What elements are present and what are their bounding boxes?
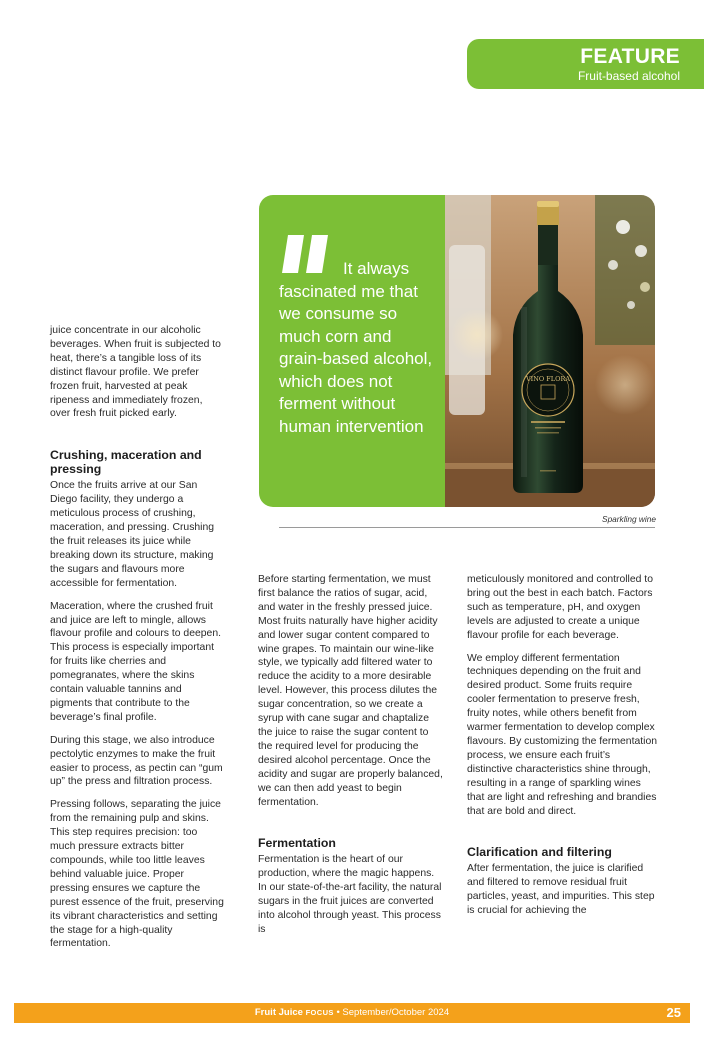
footer-separator: • [336, 1007, 340, 1018]
column-left [50, 324, 225, 960]
pull-quote-panel [259, 195, 445, 507]
paragraph: meticulously monitored and controlled to bring out the best in each batch. Factors such as temperature, pH, and oxygen levels are adjusted to create a unique flavour profile for each beverage. [467, 574, 653, 641]
paragraph: Pressing follows, separating the juice from the remaining pulp and skins. This step requires precision: too much pressure extracts bitter compounds, while too little leaves behind valuable juice. Proper pressing ensures we capture the purest essence of the fruit, preserving its vibrant characteristics and setting the stage for a high-quality fermentation. [50, 799, 224, 950]
column-middle [258, 573, 443, 946]
paragraph: Fermentation is the heart of our production, where the magic happens. In our state-of-the-art facility, the natural sugars in the fruit juices are converted into alcohol through yeast. This process is [258, 854, 442, 935]
page-number: 25 [666, 1005, 681, 1020]
paragraph: Maceration, where the crushed fruit and juice are left to mingle, allows flavour profile and colours to deepen. This process is especially important for fruits like cherries and pomegranates, where the skins contain valuable tannins and pigments that contribute to the beverage’s final profile. [50, 600, 221, 723]
paragraph: After fermentation, the juice is clarified and filtered to remove residual fruit particles, yeast, and impurities. This step is crucial for achieving the [467, 863, 655, 917]
paragraph: juice concentrate in our alcoholic beverages. When fruit is subjected to heat, there’s a tangible loss of its distinct flavour profile. We prefer frozen fruit, harvested at peak ripeness and immediately frozen, over fresh fruit picked early. [50, 325, 221, 420]
photo-caption: Sparkling wine [602, 514, 656, 524]
paragraph: During this stage, we also introduce pectolytic enzymes to make the fruit easier to process, as pectin can “gum up” the press and filtration process. [50, 734, 223, 788]
spacer [50, 430, 225, 448]
wine-bottle-photo [445, 195, 655, 507]
issue-date: September/October 2024 [342, 1007, 450, 1018]
feature-section-tab [467, 39, 704, 89]
spacer [258, 818, 443, 836]
heading-clarification: Clarification and filtering [467, 845, 612, 860]
caption-divider [279, 527, 655, 528]
paragraph: Once the fruits arrive at our San Diego facility, they undergo a meticulous process of crushing, maceration, and pressing. Crushing the fruit releases its juice while breaking down its structure, making the sugars and flavours more accessible for fermentation. [50, 480, 215, 589]
page-footer [14, 1003, 690, 1023]
spacer [467, 827, 657, 845]
heading-fermentation: Fermentation [258, 836, 336, 851]
magazine-brand: Fruit Juice [254, 1007, 303, 1018]
pull-quote-text [279, 258, 439, 438]
column-right [467, 573, 657, 927]
pull-quote-figure [259, 195, 655, 507]
bottle-illustration [445, 195, 655, 507]
section-title: FEATURE [580, 45, 680, 68]
pull-quote-rest: fascinated me that we consume so much corn and grain-based alcohol, which does not ferment without human intervention [279, 281, 433, 436]
pull-quote-first: It always [343, 259, 410, 278]
paragraph: Before starting fermentation, we must first balance the ratios of sugar, acid, and water in the freshly pressed juice. Most fruits naturally have higher acidity and lower sugar content compared to wine grapes. To maintain our wine-like style, we typically add filtered water to reduce the acidity to a more desirable level. However, this process dilutes the sugar concentration, so we create a syrup with cane sugar and chaptalize the juice to raise the sugar content to the required level for producing the desired alcohol percentage. Once the acidity and sugar are properly balanced, we can then add yeast to begin fermentation. [258, 574, 443, 808]
footer-meta [14, 1007, 690, 1018]
section-subtitle: Fruit-based alcohol [577, 69, 680, 83]
heading-crushing: Crushing, maceration and pressing [50, 448, 202, 477]
paragraph: We employ different fermentation techniques depending on the fruit and desired product. Some fruits require cooler fermentation to preserve fresh, fruity notes, while others benefit from warmer fermentation to develop complex flavours. By customizing the fermentation process, we ensure each fruit’s distinctive characteristics shine through, resulting in a range of sparkling wines that are light and refreshing and brandies that are bold and direct. [467, 652, 658, 817]
bottle-label-text: VINO FLORA [525, 375, 571, 383]
magazine-brand-focus: FOCUS [305, 1008, 334, 1017]
